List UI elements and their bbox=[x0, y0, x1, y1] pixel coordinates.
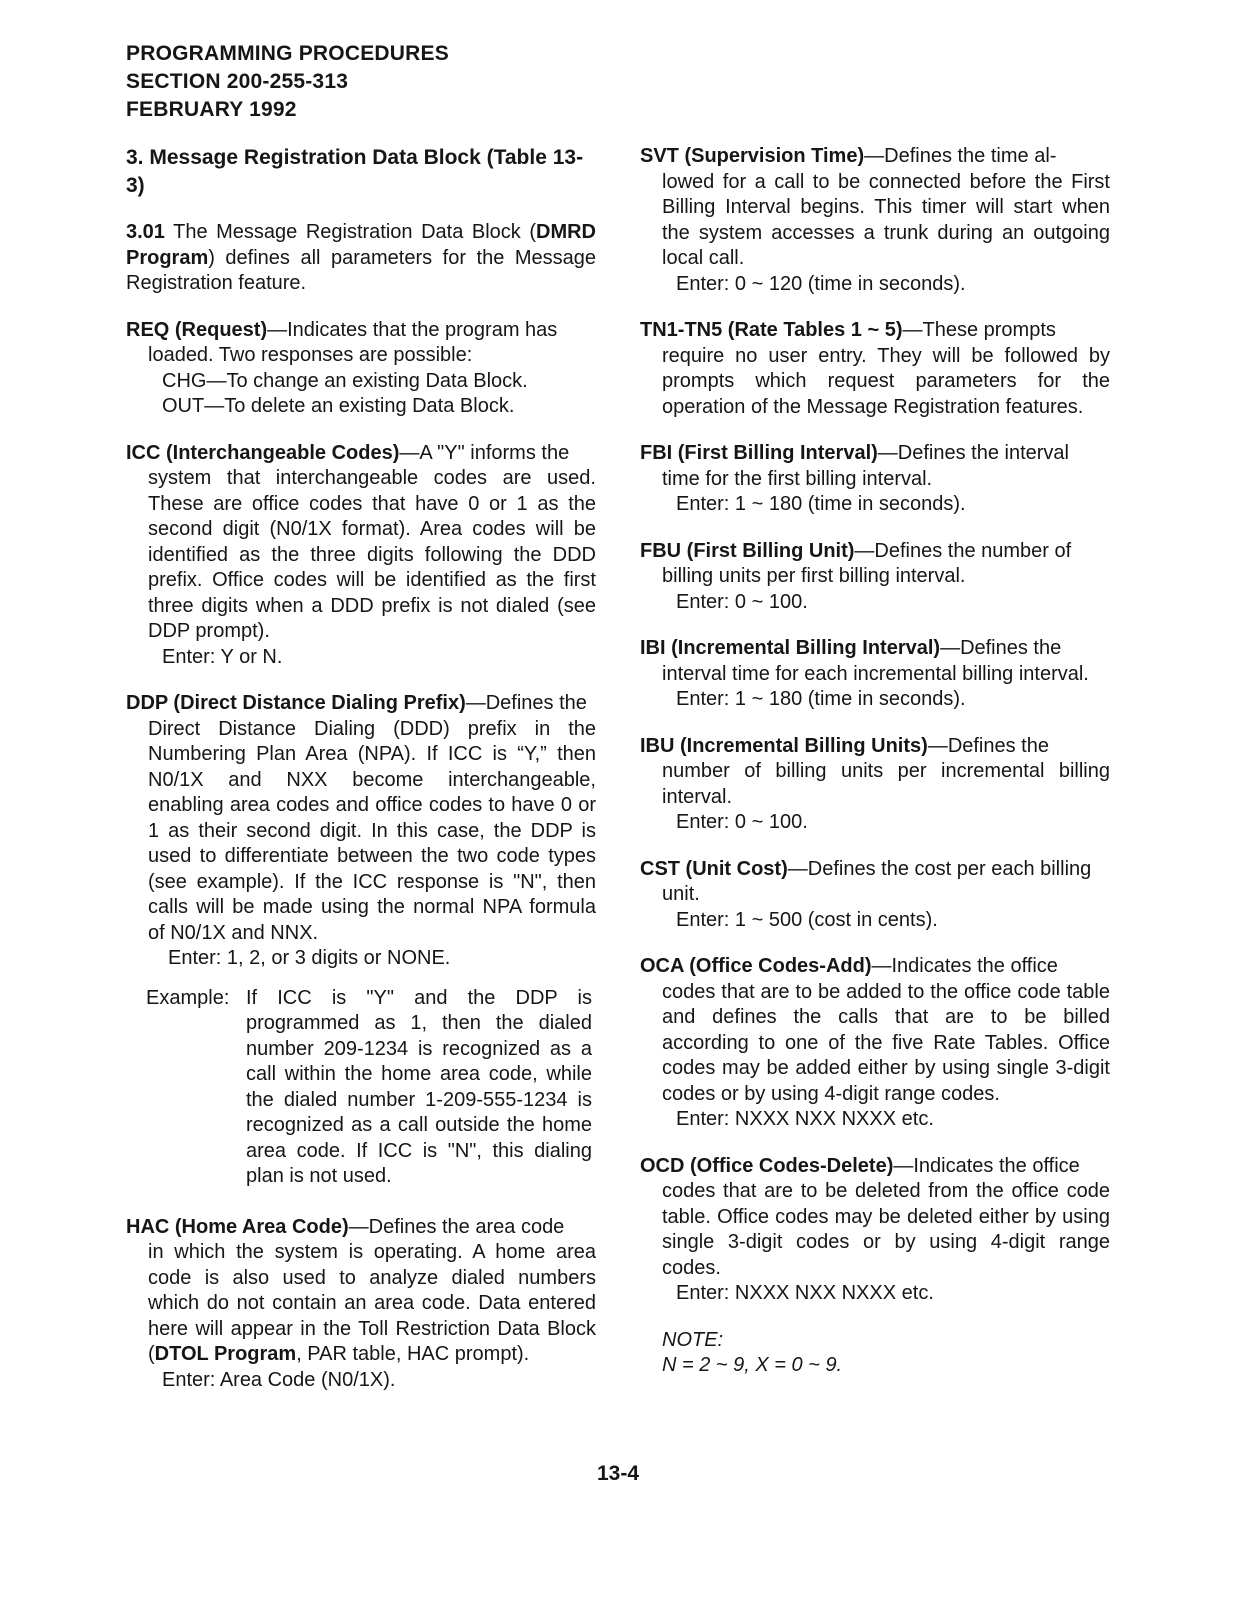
oca-enter: Enter: NXXX NXX NXXX etc. bbox=[676, 1108, 934, 1130]
page-header bbox=[126, 40, 449, 124]
oca-entry: OCA (Office Codes-Add)—Indicates the office codes that are to be added to the office code table and defines the calls that are to be billed according to one of the five Rate Tables. Office codes may be added either by using single 3-digit codes or by using 4-digit range codes. Enter: NXXX NXX NXXX etc. bbox=[640, 954, 1110, 1133]
icc-enter: Enter: Y or N. bbox=[162, 645, 283, 668]
fbi-term: FBI (First Billing Interval) bbox=[640, 442, 878, 464]
fbu-term: FBU (First Billing Unit) bbox=[640, 539, 855, 562]
fbi-entry: FBI (First Billing Interval)—Defines the interval time for the first billing interval. Enter: 1 ~ 180 (time in seconds). bbox=[640, 441, 1110, 518]
req-entry: REQ (Request)—Indicates that the program has loaded. Two responses are possible: CHG—To change an existing Data Block. OUT—To delete an existing Data Block. bbox=[126, 318, 596, 420]
cst-enter: Enter: 1 ~ 500 (cost in cents). bbox=[676, 908, 938, 931]
ibu-entry: IBU (Incremental Billing Units)—Defines the number of billing units per incremental billing interval. Enter: 0 ~ 100. bbox=[640, 734, 1110, 836]
header-line-3: FEBRUARY 1992 bbox=[126, 98, 297, 121]
svt-entry: SVT (Supervision Time)—Defines the time al- lowed for a call to be connected before the First Billing Interval begins. This timer will start when the system accesses a trunk during an outgoing local call. Enter: 0 ~ 120 (time in seconds). bbox=[640, 144, 1110, 297]
left-column bbox=[126, 144, 596, 1414]
req-term: REQ (Request) bbox=[126, 318, 268, 341]
cst-entry: CST (Unit Cost)—Defines the cost per each billing unit. Enter: 1 ~ 500 (cost in cents). bbox=[640, 857, 1110, 934]
note-block bbox=[640, 1328, 1110, 1379]
hac-term: HAC (Home Area Code) bbox=[126, 1215, 349, 1238]
cst-term: CST (Unit Cost) bbox=[640, 857, 788, 880]
ocd-enter: Enter: NXXX NXX NXXX etc. bbox=[676, 1282, 934, 1304]
ddp-term: DDP (Direct Distance Dialing Prefix) bbox=[126, 692, 466, 714]
req-option-chg: CHG—To change an existing Data Block. bbox=[162, 369, 528, 392]
ibu-enter: Enter: 0 ~ 100. bbox=[676, 811, 808, 833]
hac-enter: Enter: Area Code (N0/1X). bbox=[162, 1368, 396, 1391]
right-column bbox=[640, 144, 1110, 1400]
ibi-enter: Enter: 1 ~ 180 (time in seconds). bbox=[676, 688, 966, 710]
icc-term: ICC (Interchangeable Codes) bbox=[126, 441, 400, 464]
svt-term: SVT (Supervision Time) bbox=[640, 145, 865, 167]
ocd-term: OCD (Office Codes-Delete) bbox=[640, 1154, 894, 1177]
example-label: Example: bbox=[146, 986, 230, 1009]
fbu-entry: FBU (First Billing Unit)—Defines the number of billing units per first billing interval. Enter: 0 ~ 100. bbox=[640, 539, 1110, 616]
req-option-out: OUT—To delete an existing Data Block. bbox=[162, 395, 515, 417]
header-line-2: SECTION 200-255-313 bbox=[126, 70, 349, 93]
ibi-term: IBI (Incremental Billing Interval) bbox=[640, 637, 941, 659]
hac-entry: HAC (Home Area Code)—Defines the area code in which the system is operating. A home area code is also used to analyze dialed numbers which do not contain an area code. Data entered here will appear in the Toll Restriction Data Block (DTOL Program, PAR table, HAC prompt). Enter: Area Code (N0/1X). bbox=[126, 1215, 596, 1394]
note-text: N = 2 ~ 9, X = 0 ~ 9. bbox=[662, 1354, 843, 1376]
ibi-entry: IBI (Incremental Billing Interval)—Defines the interval time for each incremental billing interval. Enter: 1 ~ 180 (time in seconds). bbox=[640, 636, 1110, 713]
ibu-term: IBU (Incremental Billing Units) bbox=[640, 734, 928, 757]
intro-paragraph: 3.01 The Message Registration Data Block (DMRD Program) defines all parameters for the Message Registration feature. bbox=[126, 221, 596, 294]
ddp-entry: DDP (Direct Distance Dialing Prefix)—Defines the Direct Distance Dialing (DDD) prefix in the Numbering Plan Area (NPA). If ICC is “Y,” then N0/1X and NXX become interchangeable, enabling area codes and office codes to have 0 or 1 as their second digit. In this case, the DDP is used to differentiate between the two code types (see example). If the ICC response is "N", then calls will be made using the normal NPA formula of N0/1X and NNX. Enter: 1, 2, or 3 digits or NONE. bbox=[126, 691, 596, 972]
note-label: NOTE: bbox=[662, 1328, 724, 1351]
example-text: If ICC is "Y" and the DDP is programmed as 1, then the dialed number 209-1234 is recognized as a call within the home area code, while the dialed number 1-209-555-1234 is recognized as a call outside the home area code. If ICC is "N", this dialing plan is not used. bbox=[246, 986, 592, 1187]
oca-term: OCA (Office Codes-Add) bbox=[640, 955, 872, 977]
section-title: 3. Message Registration Data Block (Table 13-3) bbox=[126, 146, 584, 197]
ddp-example bbox=[146, 986, 596, 1190]
tn-term: TN1-TN5 (Rate Tables 1 ~ 5) bbox=[640, 319, 903, 341]
page-number: 13-4 bbox=[596, 1462, 640, 1485]
paragraph-number: 3.01 bbox=[126, 221, 165, 243]
fbi-enter: Enter: 1 ~ 180 (time in seconds). bbox=[676, 493, 966, 515]
tn-entry: TN1-TN5 (Rate Tables 1 ~ 5)—These prompts require no user entry. They will be followed by prompts which request parameters for the operation of the Message Registration features. bbox=[640, 319, 1110, 418]
ocd-entry: OCD (Office Codes-Delete)—Indicates the office codes that are to be deleted from the office code table. Office codes may be deleted either by using single 3-digit codes or by using 4-digit range codes. Enter: NXXX NXX NXXX etc. bbox=[640, 1154, 1110, 1307]
svt-enter: Enter: 0 ~ 120 (time in seconds). bbox=[676, 272, 966, 295]
program-name: DMRD Program bbox=[126, 221, 596, 269]
ddp-enter: Enter: 1, 2, or 3 digits or NONE. bbox=[168, 947, 451, 969]
header-line-1: PROGRAMMING PROCEDURES bbox=[126, 42, 449, 65]
icc-entry: ICC (Interchangeable Codes)—A "Y" informs the system that interchangeable codes are used. These are office codes that have 0 or 1 as the second digit (N0/1X format). Area codes will be identified as the three digits following the DDD prefix. Office codes will be identified as the first three digits when a DDD prefix is not dialed (see DDP prompt). Enter: Y or N. bbox=[126, 441, 596, 671]
fbu-enter: Enter: 0 ~ 100. bbox=[676, 590, 808, 613]
dtol-program: DTOL Program bbox=[154, 1343, 297, 1365]
